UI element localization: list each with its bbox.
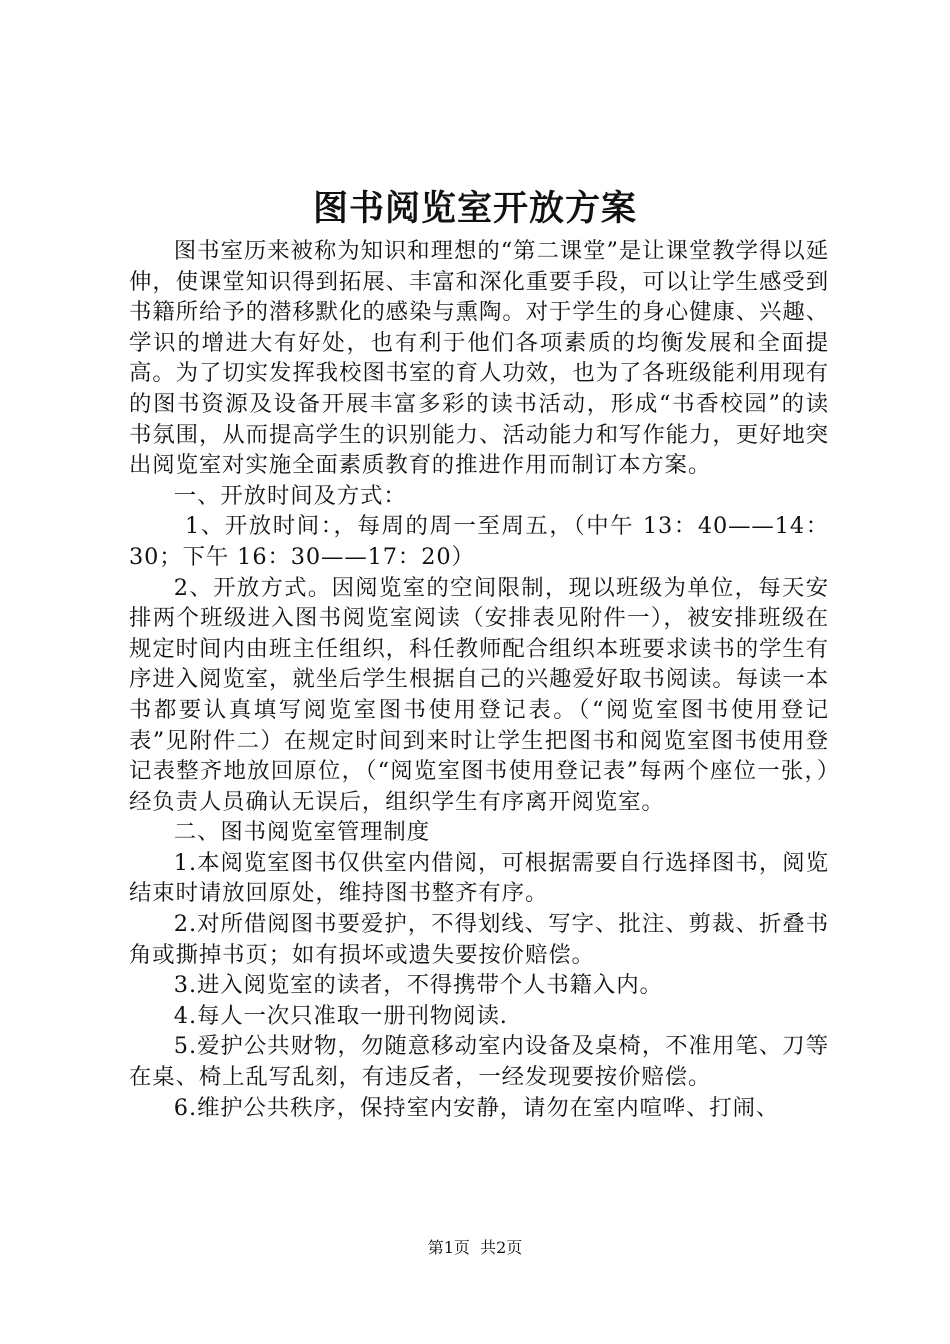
page-title: 图书阅览室开放方案 — [312, 189, 637, 229]
rule-item-4: 4.每人一次只准取一册刊物阅读. — [173, 1002, 508, 1029]
page-number: 第1页 — [427, 1238, 470, 1257]
footer-spacer — [470, 1238, 480, 1257]
rule-item-1: 1.本阅览室图书仅供室内借阅，可根据需要自行选择图书，阅览结束时请放回原处，维持图书整齐有序。 — [129, 849, 829, 907]
rule-item-2: 2.对所借阅图书要爱护，不得划线、写字、批注、剪裁、折叠书角或撕掉书页；如有损坏或遗失要按价赔偿。 — [129, 911, 829, 968]
rule-item-5: 5.爱护公共财物，勿随意移动室内设备及桌椅，不准用笔、刀等在桌、椅上乱写乱刻，有违反者，一经发现要按价赔偿。 — [129, 1033, 829, 1091]
section-heading-1: 一、开放时间及方式： — [173, 482, 407, 509]
intro-paragraph: 图书室历来被称为知识和理想的“第二课堂”是让课堂教学得以延伸，使课堂知识得到拓展、丰富和深化重要手段，可以让学生感受到书籍所给予的潜移默化的感染与熏陶。对于学生的身心健康、兴趣、学识的增进大有好处，也有利于他们各项素质的均衡发展和全面提高。为了切实发挥我校图书室的育人功效，也为了各班级能利用现有的图书资源及设备开展丰富多彩的读书活动，形成“书香校园”的读书氛围，从而提高学生的识别能力、活动能力和写作能力，更好地突出阅览室对实施全面素质教育的推进作用而制订本方案。 — [129, 238, 829, 479]
document-body — [129, 236, 829, 1123]
rule-item-6: 6.维护公共秩序，保持室内安静，请勿在室内喧哗、打闹、 — [173, 1094, 780, 1121]
paragraph-open-time: 1、开放时间：，每周的周一至周五，（中午 13：40——14：30；下午 16：30——17：20） — [129, 513, 829, 570]
paragraph-open-method: 2、开放方式。因阅览室的空间限制，现以班级为单位，每天安排两个班级进入图书阅览室阅读（安排表见附件一），被安排班级在规定时间内由班主任组织，科任教师配合组织本班要求读书的学生有序进入阅览室，就坐后学生根据自己的兴趣爱好取书阅读。每读一本书都要认真填写阅览室图书使用登记表。（“阅览室图书使用登记表”见附件二）在规定时间到来时让学生把图书和阅览室图书使用登记表整齐地放回原位，（“阅览室图书使用登记表”每两个座位一张，）经负责人员确认无误后，组织学生有序离开阅览室。 — [129, 574, 829, 815]
page-footer — [0, 1236, 950, 1260]
rule-item-3: 3.进入阅览室的读者，不得携带个人书籍入内。 — [173, 972, 663, 999]
page-total: 共2页 — [480, 1238, 523, 1257]
section-heading-2: 二、图书阅览室管理制度 — [173, 819, 430, 846]
